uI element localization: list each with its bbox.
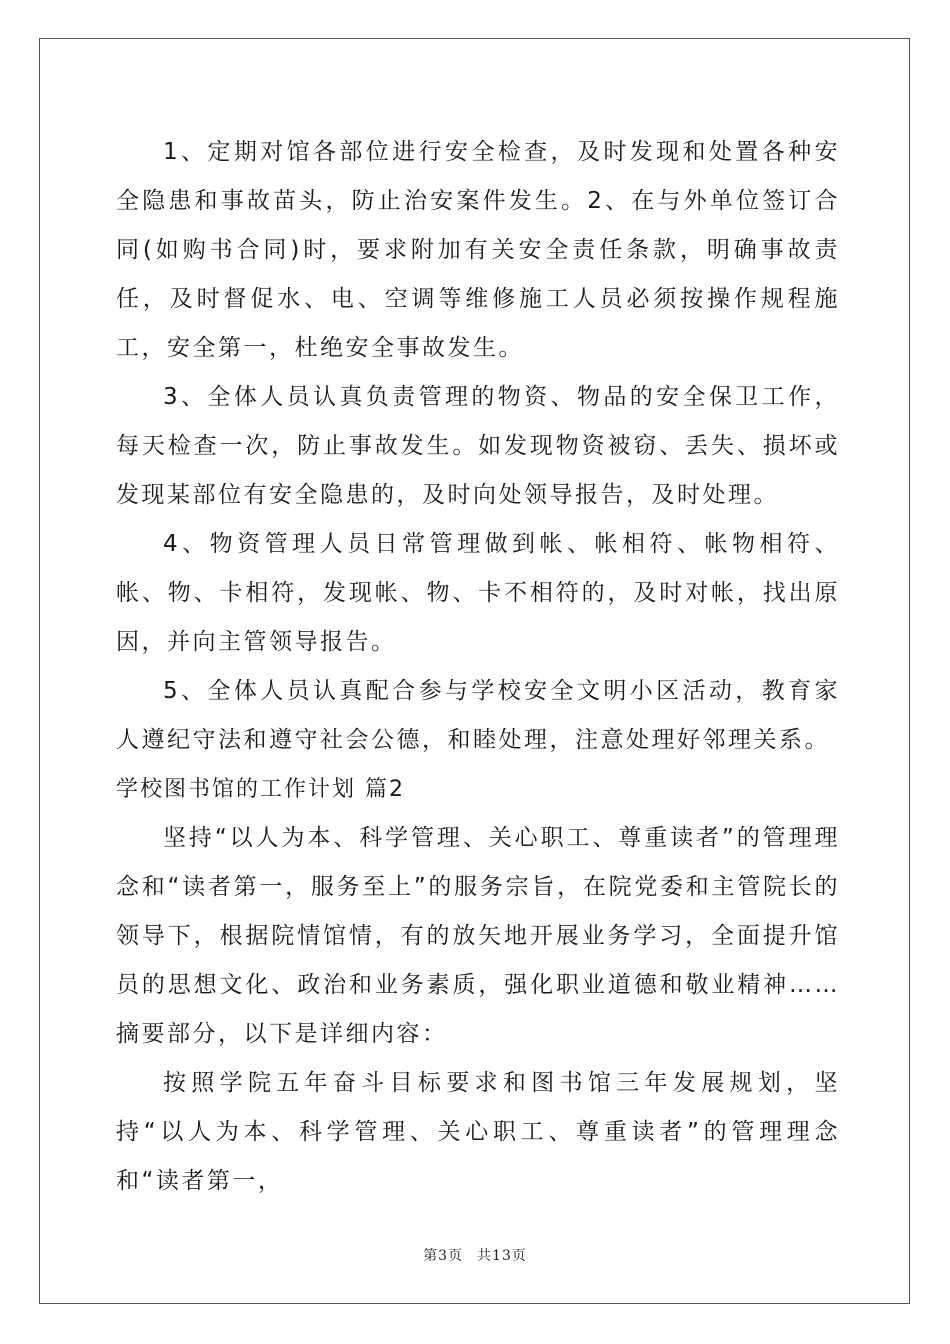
page-footer <box>0 1245 950 1265</box>
paragraph-2: 3、全体人员认真负责管理的物资、物品的安全保卫工作，每天检查一次，防止事故发生。如发现物资被窃、丢失、损坏或发现某部位有安全隐患的，及时向处领导报告，及时处理。 <box>116 384 840 508</box>
section-heading: 学校图书馆的工作计划 篇2 <box>116 777 405 802</box>
paragraph-3: 4、物资管理人员日常管理做到帐、帐相符、帐物相符、帐、物、卡相符，发现帐、物、卡不相符的，及时对帐，找出原因，并向主管领导报告。 <box>116 531 840 655</box>
paragraph-4: 5、全体人员认真配合参与学校安全文明小区活动，教育家人遵纪守法和遵守社会公德，和睦处理，注意处理好邻理关系。 <box>116 678 840 753</box>
page-number: 第3页 <box>423 1248 464 1264</box>
paragraph-5: 坚持“以人为本、科学管理、关心职工、尊重读者”的管理理念和“读者第一，服务至上”的服务宗旨，在院党委和主管院长的领导下，根据院情馆情，有的放矢地开展业务学习，全面提升馆员的思想文化、政治和业务素质，强化职业道德和敬业精神……摘要部分，以下是详细内容： <box>116 825 840 1047</box>
document-body <box>116 128 840 1206</box>
paragraph-1: 1、定期对馆各部位进行安全检查，及时发现和处置各种安全隐患和事故苗头，防止治安案件发生。2、在与外单位签订合同(如购书合同)时，要求附加有关安全责任条款，明确事故责任，及时督促水、电、空调等维修施工人员必须按操作规程施工，安全第一，杜绝安全事故发生。 <box>116 139 840 361</box>
paragraph-6: 按照学院五年奋斗目标要求和图书馆三年发展规划，坚持“以人为本、科学管理、关心职工、尊重读者”的管理理念和“读者第一， <box>116 1070 840 1194</box>
page-total: 共13页 <box>477 1248 527 1264</box>
